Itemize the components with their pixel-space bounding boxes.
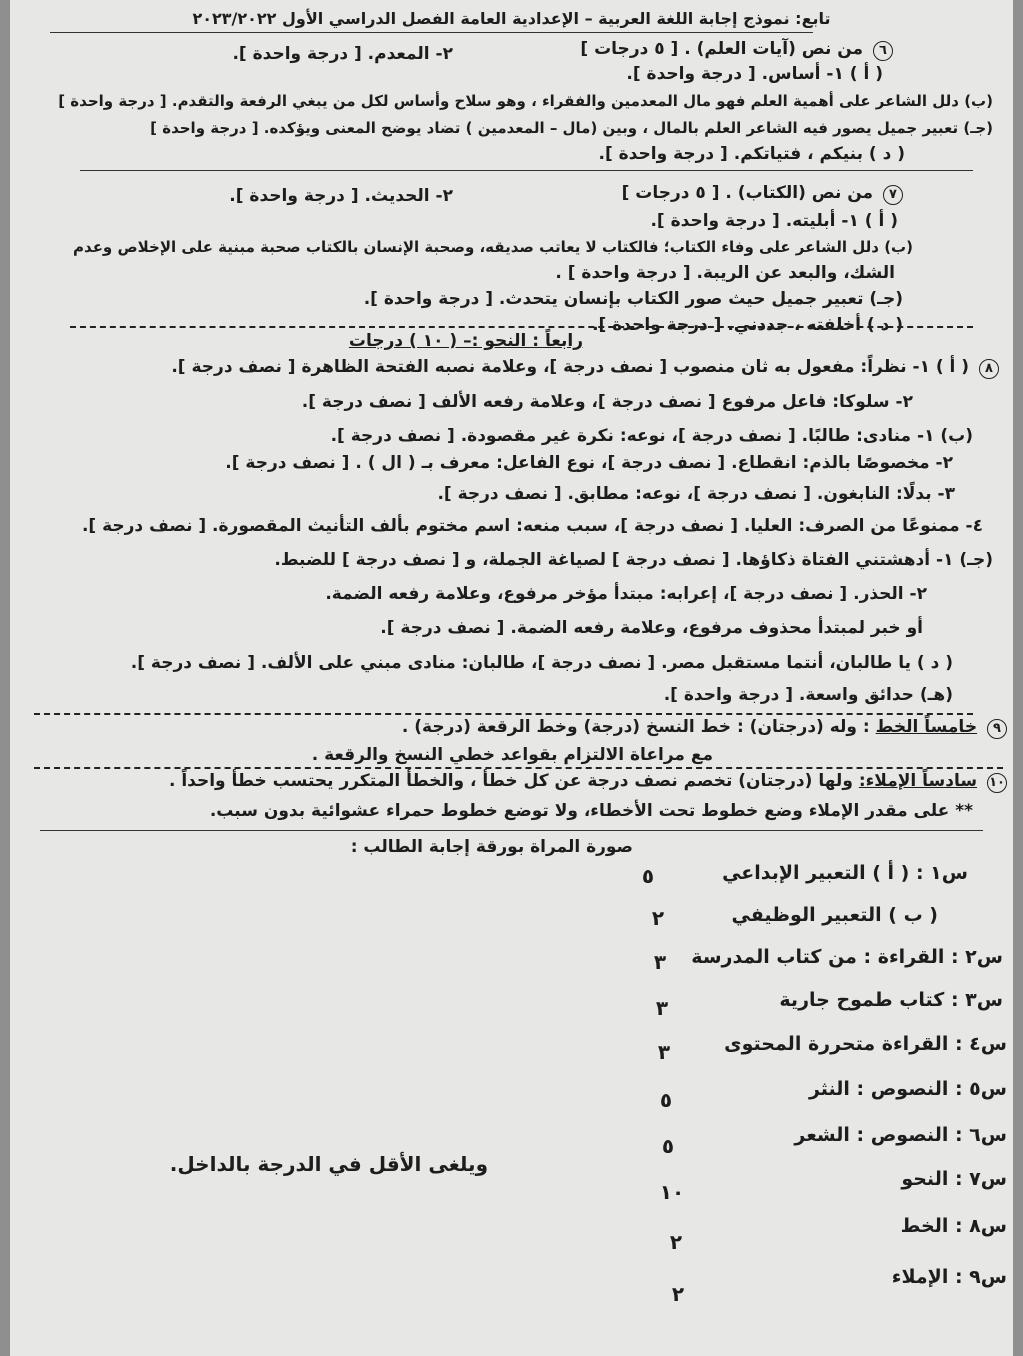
table-row-label: س٣ : كتاب طموح جارية — [779, 989, 1003, 1011]
table-row-value: ٢ — [671, 1282, 685, 1306]
q9-number: ٩ — [987, 719, 1007, 739]
table-row-value: ٥ — [659, 1088, 673, 1112]
q7-a2: ٢- الحديث. [ درجة واحدة ]. — [229, 186, 453, 206]
q8-a1: ( أ ) ١- نظراً: مفعول به ثان منصوب [ نصف درجة ]، وعلامة نصبه الفتحة الظاهرة [ نصف درجة ]. — [171, 357, 970, 377]
table-row-value: ٢ — [669, 1230, 683, 1254]
table-row-value: ٥ — [661, 1134, 675, 1158]
q10-text: ولها (درجتان) تخصم نصف درجة عن كل خطأ ، والخطأ المتكرر يحتسب خطأ واحداً . — [168, 771, 853, 791]
q8-b1: (ب) ١- منادى: طالبًا. [ نصف درجة ]، نوعه: نكرة غير مقصودة. [ نصف درجة ]. — [330, 426, 973, 446]
table-row-value: ٥ — [641, 864, 655, 888]
q9-row — [30, 716, 1007, 739]
q8-b4: ٤- ممنوعًا من الصرف: العليا. [ نصف درجة ]، سبب منعه: اسم مختوم بألف التأنيث المقصورة. [ نصف درجة ]. — [81, 516, 983, 536]
q6-d: ( د ) بنيكم ، فتياتكم. [ درجة واحدة ]. — [598, 144, 905, 164]
q8-a1-row — [30, 356, 999, 379]
q10-row — [30, 770, 1007, 793]
q10-number: ١٠ — [987, 773, 1007, 793]
q7-c: (جـ) تعبير جميل حيث صور الكتاب بإنسان يتحدث. [ درجة واحدة ]. — [363, 289, 903, 309]
q8-b2: ٢- مخصوصًا بالذم: انقطاع. [ نصف درجة ]، نوع الفاعل: معرف بـ ( ال ) . [ نصف درجة ]. — [225, 453, 953, 473]
table-footnote: ويلغى الأقل في الدرجة بالداخل. — [169, 1152, 488, 1176]
q8-d: ( د ) يا طالبان، أنتما مستقبل مصر. [ نصف درجة ]، طالبان: منادى مبني على الألف. [ نصف درجة ]. — [130, 653, 953, 673]
header-underline — [50, 32, 813, 33]
q6-b: (ب) دلل الشاعر على أهمية العلم فهو مال المعدمين والفقراء ، وهو سلاح وأساس لكل من يبغي الرفعة والتقدم. [ درجة واحدة ] — [58, 92, 993, 110]
table-title: صورة المراة بورقة إجابة الطالب : — [350, 837, 633, 857]
q9-label: خامساً الخط — [875, 717, 978, 737]
table-row-label: س١ : ( أ ) التعبير الإبداعي — [722, 862, 968, 884]
divider-3 — [34, 713, 973, 715]
divider-2 — [70, 326, 973, 328]
table-row-label: س٢ : القراءة : من كتاب المدرسة — [691, 946, 1003, 968]
q7-title: من نص (الكتاب) . [ ٥ درجات ] — [621, 183, 874, 203]
divider-4 — [34, 767, 1003, 769]
table-row-label: س٥ : النصوص : النثر — [808, 1078, 1007, 1100]
divider-1 — [80, 170, 973, 171]
table-row-value: ٣ — [657, 1040, 671, 1064]
q6-number: ٦ — [873, 41, 893, 61]
q10-label: سادساً الإملاء: — [858, 771, 978, 791]
q9-note: مع مراعاة الالتزام بقواعد خطي النسخ والرقعة . — [311, 745, 713, 765]
table-row-label: س٩ : الإملاء — [891, 1266, 1007, 1288]
divider-5 — [40, 830, 983, 831]
q6-title: من نص (آيات العلم) . [ ٥ درجات ] — [580, 39, 864, 59]
table-row-label: ( ب ) التعبير الوظيفي — [731, 904, 938, 926]
table-row-value: ٣ — [653, 950, 667, 974]
q8-a2: ٢- سلوكا: فاعل مرفوع [ نصف درجة ]، وعلامة رفعه الألف [ نصف درجة ]. — [301, 392, 913, 412]
q8-c2: ٢- الحذر. [ نصف درجة ]، إعرابه: مبتدأ مؤخر مرفوع، وعلامة رفعه الضمة. — [325, 584, 927, 604]
q8-c1: (جـ) ١- أدهشتني الفتاة ذكاؤها. [ نصف درجة ] لصياغة الجملة، و [ نصف درجة ] للضبط. — [274, 550, 993, 570]
q8-number: ٨ — [979, 359, 999, 379]
table-row-value: ٢ — [651, 906, 665, 930]
table-row-value: ١٠ — [659, 1180, 685, 1204]
q7-a: ( أ ) ١- أبليته. [ درجة واحدة ]. — [650, 211, 898, 231]
table-row-label: س٤ : القراءة متحررة المحتوى — [724, 1033, 1007, 1055]
q8-b3: ٣- بدلًا: النابغون. [ نصف درجة ]، نوعه: مطابق. [ نصف درجة ]. — [437, 484, 955, 504]
q9-text: : وله (درجتان) : خط النسخ (درجة) وخط الرقعة (درجة) . — [401, 717, 870, 737]
q6-a2: ٢- المعدم. [ درجة واحدة ]. — [232, 44, 453, 64]
page-header: تابع: نموذج إجابة اللغة العربية – الإعدادية العامة الفصل الدراسي الأول ٢٠٢٣/٢٠٢٢ — [192, 9, 831, 28]
q6-a: ( أ ) ١- أساس. [ درجة واحدة ]. — [626, 64, 883, 84]
q8-section-title: رابعاً : النحو :– ( ١٠ ) درجات — [348, 331, 583, 351]
q8-c3: أو خبر لمبتدأ محذوف مرفوع، وعلامة رفعه الضمة. [ نصف درجة ]. — [380, 618, 923, 638]
table-row-label: س٨ : الخط — [900, 1215, 1007, 1237]
table-row-value: ٣ — [655, 996, 669, 1020]
q7-b2: الشك، والبعد عن الريبة. [ درجة واحدة ] . — [555, 263, 895, 283]
q10-note: ** على مقدر الإملاء وضع خطوط تحت الأخطاء، ولا توضع خطوط حمراء عشوائية بدون سبب. — [209, 801, 973, 821]
q7-b1: (ب) دلل الشاعر على وفاء الكتاب؛ فالكتاب لا يعاتب صديقه، وصحبة الإنسان بالكتاب صحبة مبنية على الإخلاص وعدم — [73, 238, 913, 256]
exam-answer-sheet — [10, 0, 1013, 1356]
q7-number: ٧ — [883, 185, 903, 205]
q7-d: ( د ) أخلفته ، جددني. [ درجة واحدة ]. — [592, 315, 903, 335]
q8-e: (هـ) حدائق واسعة. [ درجة واحدة ]. — [663, 685, 953, 705]
table-row-label: س٦ : النصوص : الشعر — [794, 1124, 1007, 1146]
q6-c: (جـ) تعبير جميل يصور فيه الشاعر العلم بالمال ، وبين (مال – المعدمين ) تضاد يوضح المعنى ويؤكده. [ درجة واحدة ] — [150, 119, 993, 137]
table-row-label: س٧ : النحو — [901, 1168, 1007, 1190]
